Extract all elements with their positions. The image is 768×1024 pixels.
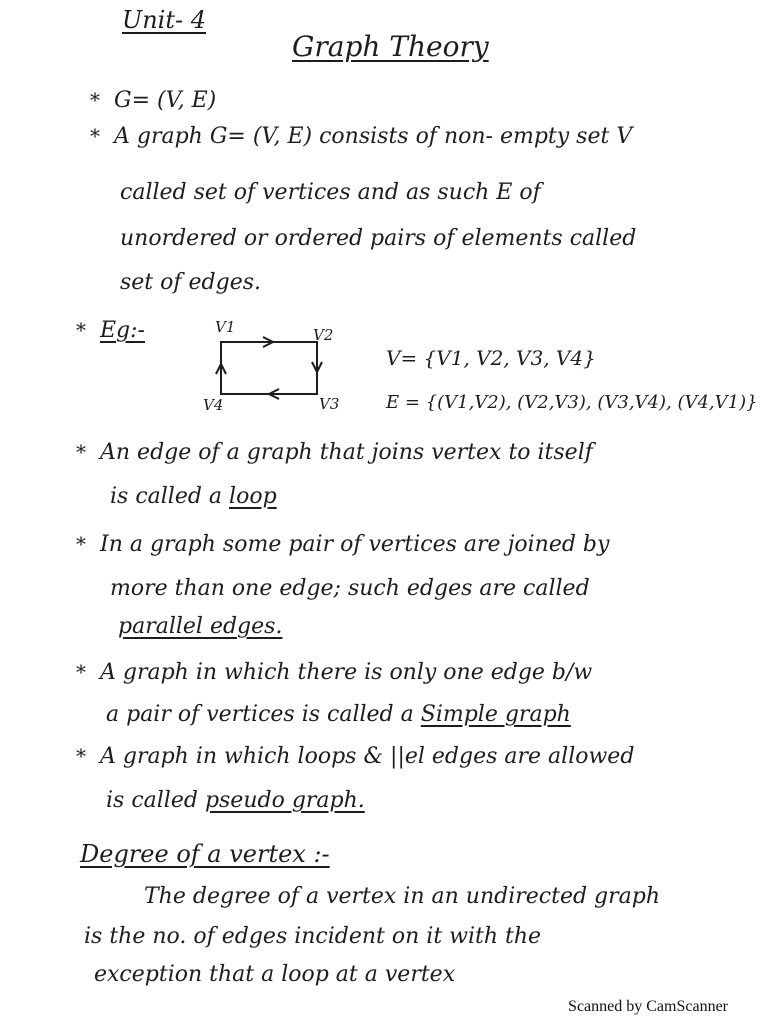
para1-line-4 xyxy=(120,270,261,295)
scanner-watermark xyxy=(568,998,728,1016)
star-bullet: * xyxy=(76,532,86,556)
degree-text-3: exception that a loop at a vertex xyxy=(94,962,456,987)
parallel-line-2 xyxy=(110,576,590,601)
degree-heading-text: Degree of a vertex :- xyxy=(80,840,330,868)
vertex-v4: V4 xyxy=(203,396,224,414)
vertex-v1: V1 xyxy=(215,318,236,336)
star-bullet: * xyxy=(76,440,86,464)
degree-line-1 xyxy=(144,884,660,909)
edge-set xyxy=(386,392,758,413)
edge-set-text: E = {(V1,V2), (V2,V3), (V3,V4), (V4,V1)} xyxy=(386,392,758,413)
para1-line-3 xyxy=(120,226,636,251)
loop-line-2 xyxy=(110,484,277,509)
loop-term: loop xyxy=(229,484,277,509)
star-bullet: * xyxy=(90,124,100,148)
pseudo-line-1 xyxy=(76,744,634,769)
degree-text-2: is the no. of edges incident on it with the xyxy=(84,924,542,949)
pseudo-text-1: A graph in which loops & ||el edges are allowed xyxy=(100,744,635,769)
graph-notation: G= (V, E) xyxy=(114,88,217,113)
loop-text-2: is called a xyxy=(110,484,230,509)
simple-text-2: a pair of vertices is called a xyxy=(106,702,421,727)
degree-text-1: The degree of a vertex in an undirected graph xyxy=(144,884,661,909)
simple-line-2 xyxy=(106,702,571,727)
degree-line-3 xyxy=(94,962,455,987)
star-bullet: * xyxy=(76,744,86,768)
parallel-text-1: In a graph some pair of vertices are joined by xyxy=(100,532,610,557)
pseudo-term: pseudo graph. xyxy=(204,788,365,813)
pseudo-line-2 xyxy=(106,788,365,813)
star-bullet: * xyxy=(76,660,86,684)
vertex-v2: V2 xyxy=(313,326,334,344)
vertex-v3: V3 xyxy=(319,395,340,413)
unit-text: Unit- 4 xyxy=(122,6,207,34)
star-bullet: * xyxy=(90,88,100,112)
example-label-line xyxy=(76,318,145,343)
simple-term: Simple graph xyxy=(420,702,571,727)
unit-label xyxy=(122,6,206,34)
para1-line-1 xyxy=(90,124,632,149)
star-bullet: * xyxy=(76,318,86,342)
loop-line-1 xyxy=(76,440,593,465)
para1-line-2 xyxy=(120,180,541,205)
vertex-set-text: V= {V1, V2, V3, V4} xyxy=(386,346,596,370)
degree-heading xyxy=(80,840,330,868)
degree-line-2 xyxy=(84,924,541,949)
example-label: Eg:- xyxy=(100,318,145,343)
page-title xyxy=(292,30,489,63)
vertex-set xyxy=(386,346,596,370)
parallel-text-2: more than one edge; such edges are called xyxy=(110,576,590,601)
loop-text-1: An edge of a graph that joins vertex to itself xyxy=(100,440,593,465)
para1-text-3: unordered or ordered pairs of elements called xyxy=(120,226,637,251)
parallel-line-1 xyxy=(76,532,609,557)
scanner-text: Scanned by CamScanner xyxy=(568,998,728,1015)
parallel-line-3 xyxy=(118,614,282,639)
parallel-term: parallel edges. xyxy=(118,614,283,639)
graph-edges-rect xyxy=(221,342,317,394)
para1-text-2: called set of vertices and as such E of xyxy=(120,180,541,205)
pseudo-text-2: is called xyxy=(106,788,205,813)
title-text: Graph Theory xyxy=(292,30,489,63)
example-graph-diagram xyxy=(195,312,365,424)
simple-text-1: A graph in which there is only one edge b/w xyxy=(100,660,593,685)
para1-text-4: set of edges. xyxy=(120,270,262,295)
simple-line-1 xyxy=(76,660,592,685)
para1-text-1: A graph G= (V, E) consists of non- empty set V xyxy=(114,124,633,149)
definition-line xyxy=(90,88,216,113)
